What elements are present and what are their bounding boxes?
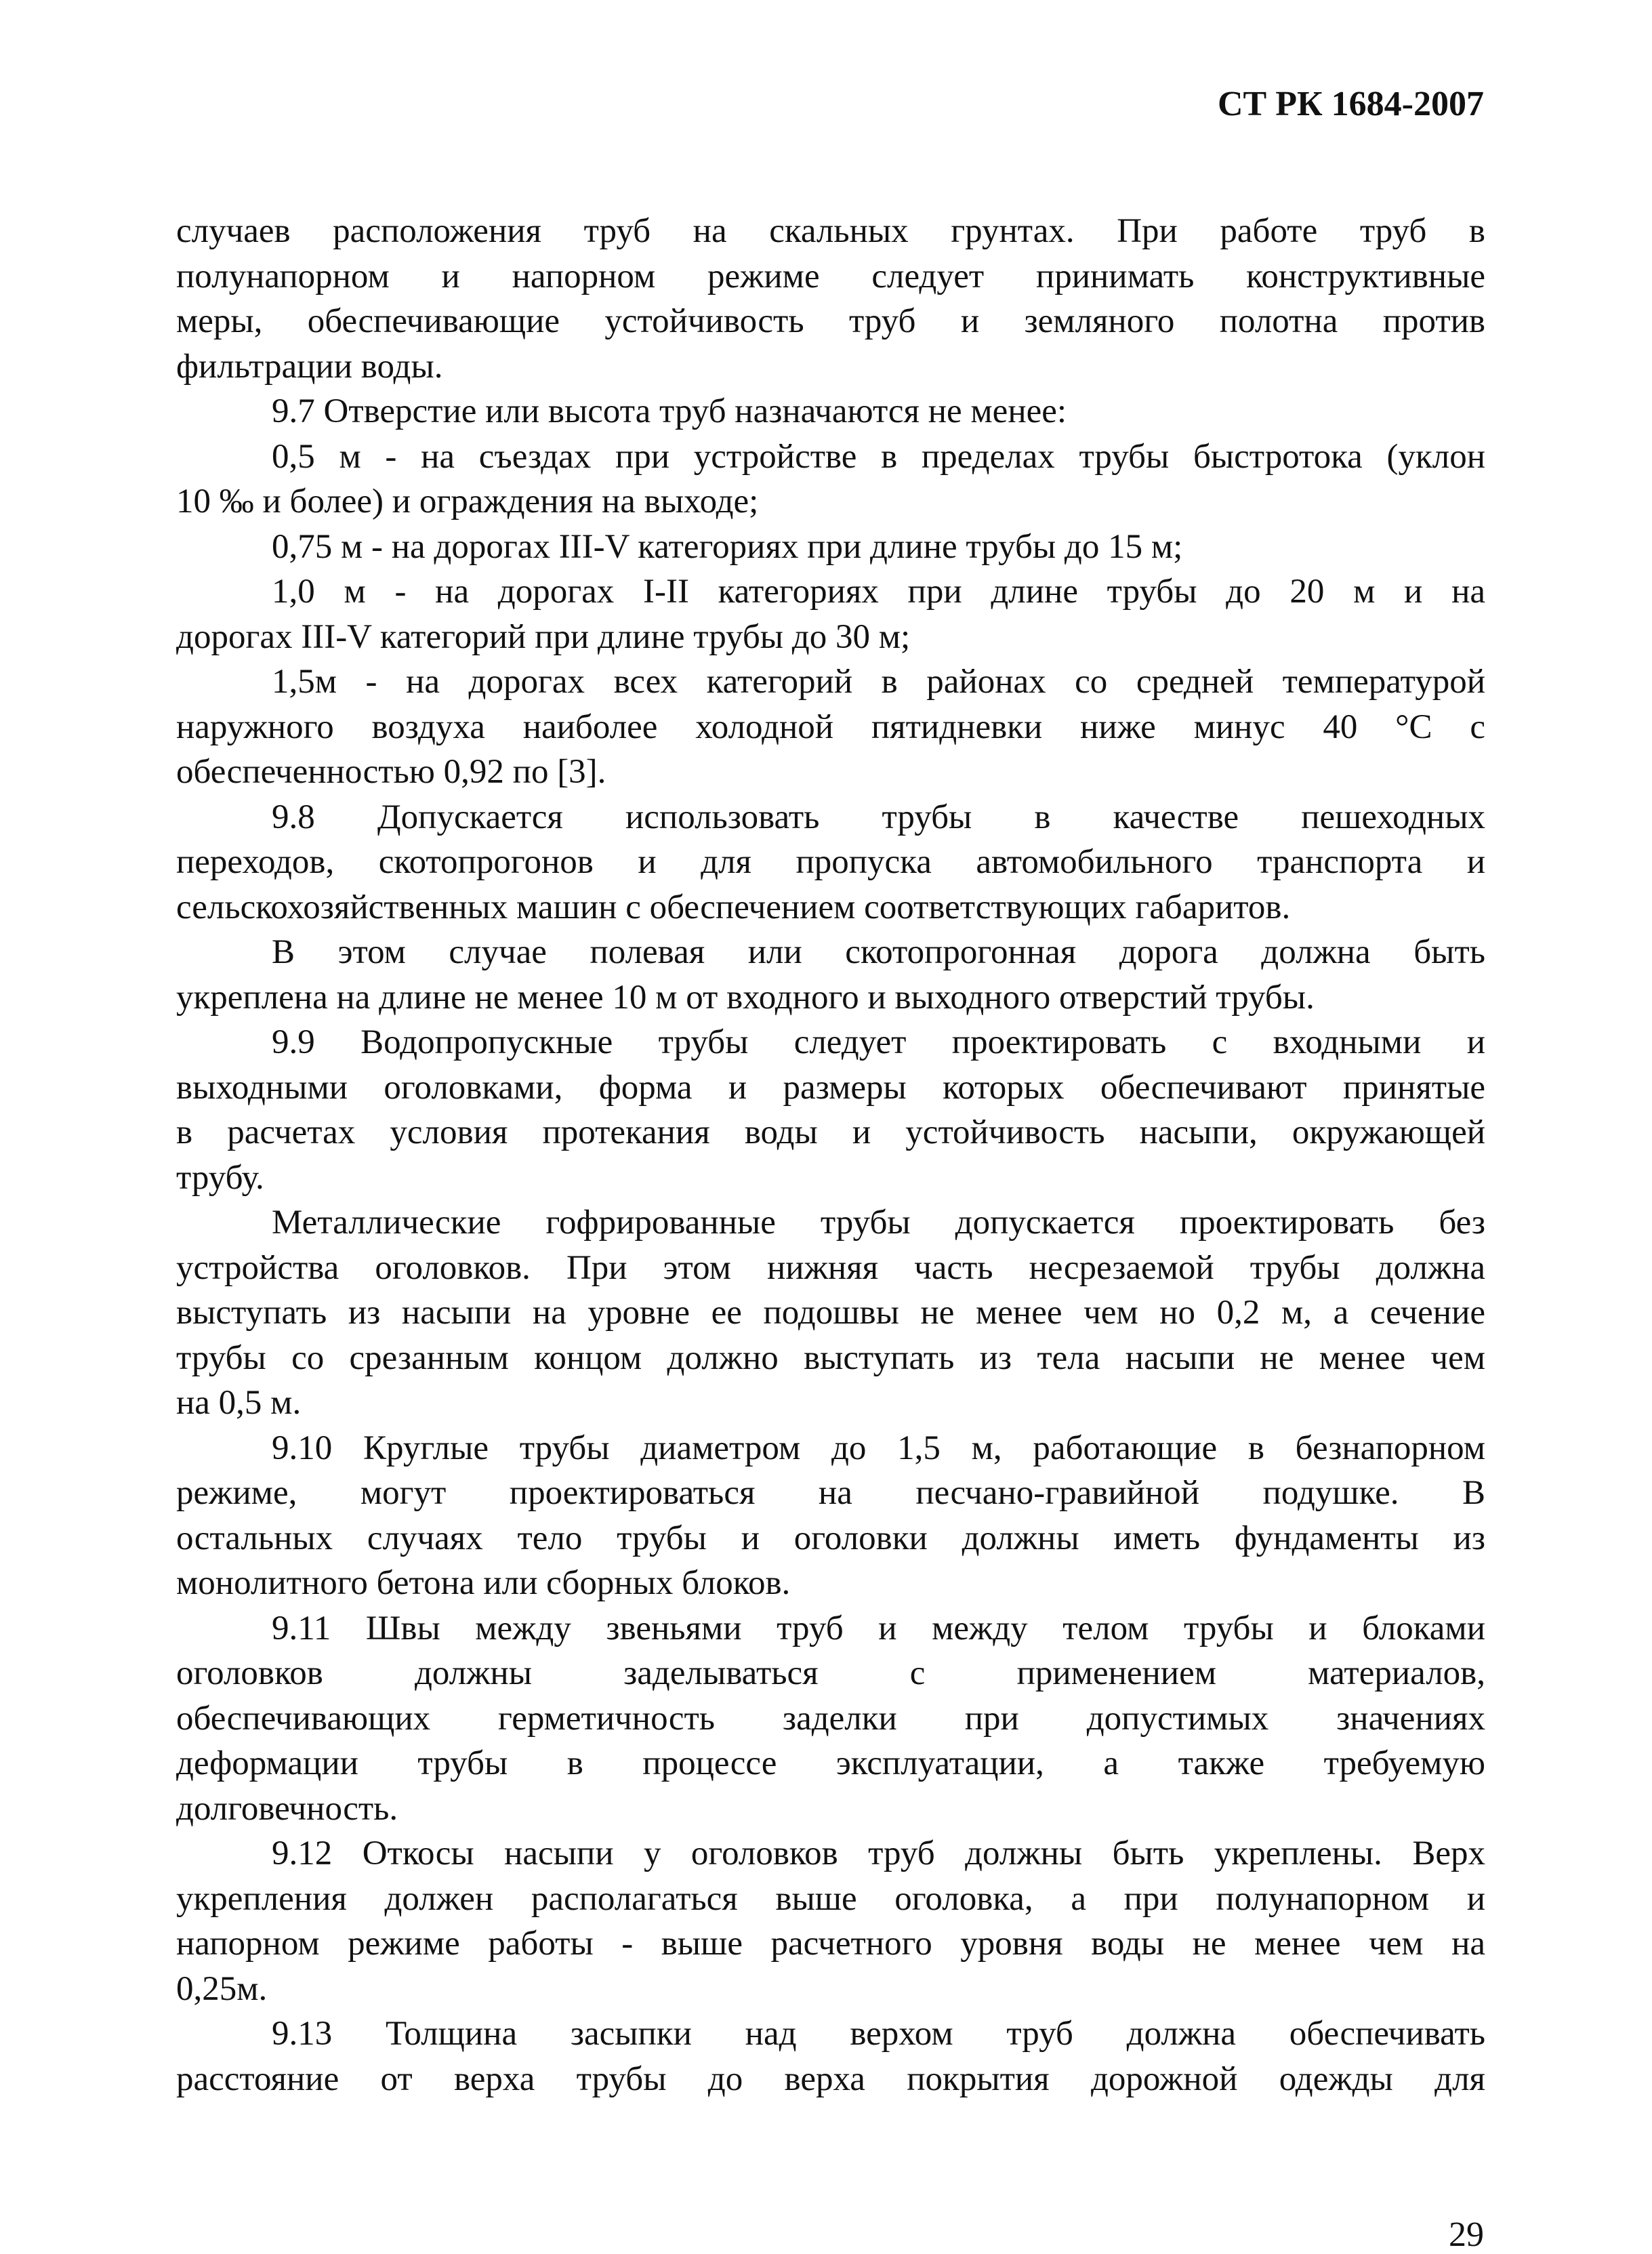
text-line: 0,75 м - на дорогах III-V категориях при длине трубы до 15 м;: [272, 527, 1183, 566]
text-line: 9.13 Толщина засыпки над верхом труб должна обеспечивать: [272, 2015, 1485, 2053]
text-line: 9.10 Круглые трубы диаметром до 1,5 м, работающие в безнапорном: [272, 1429, 1485, 1467]
body-text: [176, 209, 1485, 2102]
text-line: оголовков должны заделываться с применением материалов,: [176, 1654, 1485, 1692]
text-line: расстояние от верха трубы до верха покрытия дорожной одежды для: [176, 2060, 1485, 2098]
text-line: 1,0 м - на дорогах I-II категориях при длине трубы до 20 м и на: [272, 573, 1485, 611]
text-line: 9.7 Отверстие или высота труб назначаются не менее:: [272, 392, 1067, 430]
text-line: случаев расположения труб на скальных грунтах. При работе труб в: [176, 212, 1485, 250]
text-line: сельскохозяйственных машин с обеспечением соответствующих габаритов.: [176, 888, 1291, 926]
text-line: выходными оголовками, форма и размеры которых обеспечивают принятые: [176, 1068, 1485, 1107]
text-line: 9.11 Швы между звеньями труб и между телом трубы и блоками: [272, 1609, 1485, 1647]
text-line: 10 ‰ и более) и ограждения на выходе;: [176, 483, 759, 520]
text-line: режиме, могут проектироваться на песчано-гравийной подушке. В: [176, 1474, 1485, 1512]
text-line: устройства оголовков. При этом нижняя часть несрезаемой трубы должна: [176, 1248, 1485, 1287]
text-line: долговечность.: [176, 1789, 398, 1828]
text-line: на 0,5 м.: [176, 1384, 302, 1422]
text-line: напорном режиме работы - выше расчетного уровня воды не менее чем на: [176, 1925, 1485, 1963]
text-line: деформации трубы в процессе эксплуатации, а также требуемую: [176, 1744, 1485, 1782]
text-line: трубы со срезанным концом должно выступать из тела насыпи не менее чем: [176, 1338, 1485, 1377]
text-line: обеспеченностью 0,92 по [3].: [176, 753, 606, 791]
page-number: 29: [1449, 2215, 1484, 2254]
text-line: трубу.: [176, 1158, 264, 1197]
text-line: меры, обеспечивающие устойчивость труб и земляного полотна против: [176, 302, 1485, 340]
text-line: в расчетах условия протекания воды и устойчивость насыпи, окружающей: [176, 1113, 1485, 1151]
text-line: переходов, скотопрогонов и для пропуска автомобильного транспорта и: [176, 843, 1485, 881]
text-line: 0,5 м - на съездах при устройстве в пределах трубы быстротока (уклон: [272, 437, 1485, 476]
text-line: 0,25м.: [176, 1969, 268, 2008]
text-line: Металлические гофрированные трубы допускается проектировать без: [272, 1204, 1485, 1242]
text-line: выступать из насыпи на уровне ее подошвы не менее чем но 0,2 м, а сечение: [176, 1294, 1485, 1332]
document-code-header: СТ РК 1684-2007: [1217, 85, 1484, 123]
text-line: 9.12 Откосы насыпи у оголовков труб должны быть укреплены. Верх: [272, 1835, 1485, 1872]
text-line: В этом случае полевая или скотопрогонная дорога должна быть: [272, 933, 1485, 971]
text-line: укрепления должен располагаться выше оголовка, а при полунапорном и: [176, 1879, 1485, 1918]
text-line: полунапорном и напорном режиме следует принимать конструктивные: [176, 257, 1485, 295]
text-line: монолитного бетона или сборных блоков.: [176, 1564, 791, 1602]
text-line: 9.8 Допускается использовать трубы в качестве пешеходных: [272, 798, 1485, 836]
text-line: наружного воздуха наиболее холодной пятидневки ниже минус 40 °С с: [176, 708, 1485, 746]
text-line: фильтрации воды.: [176, 347, 443, 386]
text-line: 1,5м - на дорогах всех категорий в районах со средней температурой: [272, 663, 1485, 701]
text-line: остальных случаях тело трубы и оголовки должны иметь фундаменты из: [176, 1519, 1485, 1557]
text-line: обеспечивающих герметичность заделки при допустимых значениях: [176, 1699, 1485, 1738]
text-line: дорогах III-V категорий при длине трубы до 30 м;: [176, 617, 911, 656]
text-line: укреплена на длине не менее 10 м от входного и выходного отверстий трубы.: [176, 978, 1315, 1017]
text-line: 9.9 Водопропускные трубы следует проектировать с входными и: [272, 1023, 1485, 1061]
